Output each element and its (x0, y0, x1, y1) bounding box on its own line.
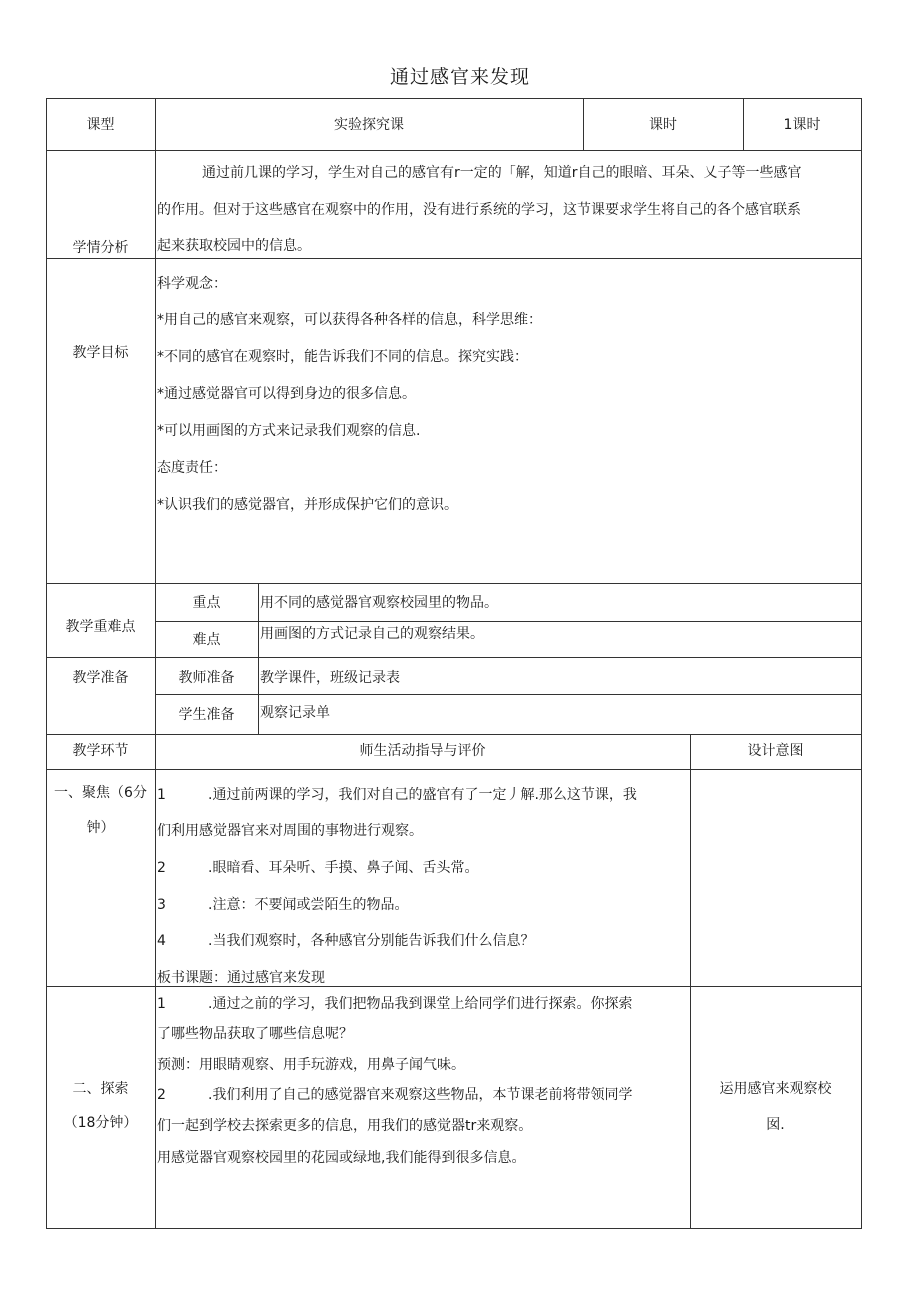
analysis-line: 通过前几课的学习，学生对自己的感官有r一定的「解，知道r自己的眼暗、耳朵、乂子等一些感官 (202, 165, 802, 181)
goal-line: *可以用画图的方式来记录我们观察的信息. (157, 423, 421, 439)
stage1-item-num: 1 (157, 787, 166, 803)
goal-line: *不同的感官在观察时，能告诉我们不同的信息。探究实践： (157, 349, 528, 365)
period-label: 课时 (649, 117, 677, 133)
analysis-label: 学情分析 (72, 240, 129, 256)
goal-line: *用自己的感官来观察，可以获得各种各样的信息，科学思维： (157, 312, 542, 328)
course-type-value: 实验探究课 (334, 117, 404, 133)
analysis-line: 的作用。但对于这些感官在观察中的作用，没有进行系统的学习，这节课要求学生将自己的各个感官联系 (157, 202, 801, 218)
stage1-item-num: 4 (157, 933, 166, 949)
goals-label: 教学目标 (72, 345, 129, 361)
stage1-item-num: 3 (157, 897, 166, 913)
goal-line: *认识我们的感觉器官，并形成保护它们的意识。 (157, 497, 458, 513)
page-title: 通过感官来发现 (389, 66, 530, 88)
stage2-label: （18分钟） (63, 1115, 138, 1131)
stage2-item-text: 们一起到学校去探索更多的信息，用我们的感觉器tr来观察。 (157, 1118, 533, 1134)
stage2-last-line: 用感觉器官观察校园里的花园或绿地,我们能得到很多信息。 (157, 1150, 526, 1166)
teacher-prep-value: 教学课件，班级记录表 (260, 670, 400, 686)
key-points-label: 教学重难点 (65, 619, 136, 635)
steps-col-activity: 师生活动指导与评价 (359, 743, 486, 759)
stage2-item-text: .通过之前的学习，我们把物品我到课堂上给同学们进行探索。你探索 (208, 996, 633, 1012)
stage1-board: 板书课题：通过感官来发现 (157, 970, 325, 986)
stage1-item-text: 们利用感觉器官来对周围的事物进行观察。 (157, 823, 423, 839)
stage1-item-num: 2 (157, 860, 166, 876)
stage2-label: 二、探索 (72, 1081, 129, 1097)
period-value: 1课时 (783, 117, 821, 133)
prep-label: 教学准备 (72, 670, 129, 686)
stage1-item-text: .通过前两课的学习，我们对自己的盛官有了一定丿解.那么这节课，我 (208, 787, 637, 803)
teacher-prep-label: 教师准备 (178, 670, 235, 686)
key-point-label: 重点 (192, 595, 221, 611)
student-prep-label: 学生准备 (178, 707, 235, 723)
stage1-item-text: .当我们观察时，各种感官分别能告诉我们什么信息？ (208, 933, 535, 949)
analysis-line: 起来获取校园中的信息。 (157, 238, 311, 254)
stage2-prediction: 预测：用眼睛观察、用手玩游戏，用鼻子闻气味。 (157, 1057, 465, 1073)
key-point-value: 用不同的感觉器官观察校园里的物品。 (260, 595, 498, 611)
goal-line: *通过感觉器官可以得到身边的很多信息。 (157, 386, 416, 402)
stage2-item-num: 2 (157, 1087, 166, 1103)
goal-line: 态度责任： (157, 460, 227, 476)
hard-point-value: 用画图的方式记录自己的观察结果。 (260, 626, 484, 642)
stage2-item-num: 1 (157, 996, 166, 1012)
stage2-item-text: .我们利用了自己的感觉器官来观察这些物品，本节课老前将带领同学 (208, 1087, 633, 1103)
stage1-item-text: .注意：不要闻或尝陌生的物品。 (208, 897, 409, 913)
steps-col-stage: 教学环节 (72, 743, 129, 759)
steps-col-intent: 设计意图 (747, 743, 804, 759)
stage2-item-text: 了哪些物品获取了哪些信息呢？ (157, 1026, 353, 1042)
stage2-intent: 囡. (766, 1117, 785, 1133)
stage1-item-text: .眼暗看、耳朵听、手摸、鼻子闻、舌头常。 (208, 860, 479, 876)
stage2-intent: 运用感官来观察校 (719, 1081, 832, 1097)
course-type-label: 课型 (86, 117, 115, 133)
stage1-label: 一、聚焦（6分 (54, 785, 147, 801)
student-prep-value: 观察记录单 (260, 705, 330, 721)
hard-point-label: 难点 (192, 632, 221, 648)
goal-line: 科学观念： (157, 276, 227, 292)
stage1-label: 钟） (86, 820, 115, 836)
